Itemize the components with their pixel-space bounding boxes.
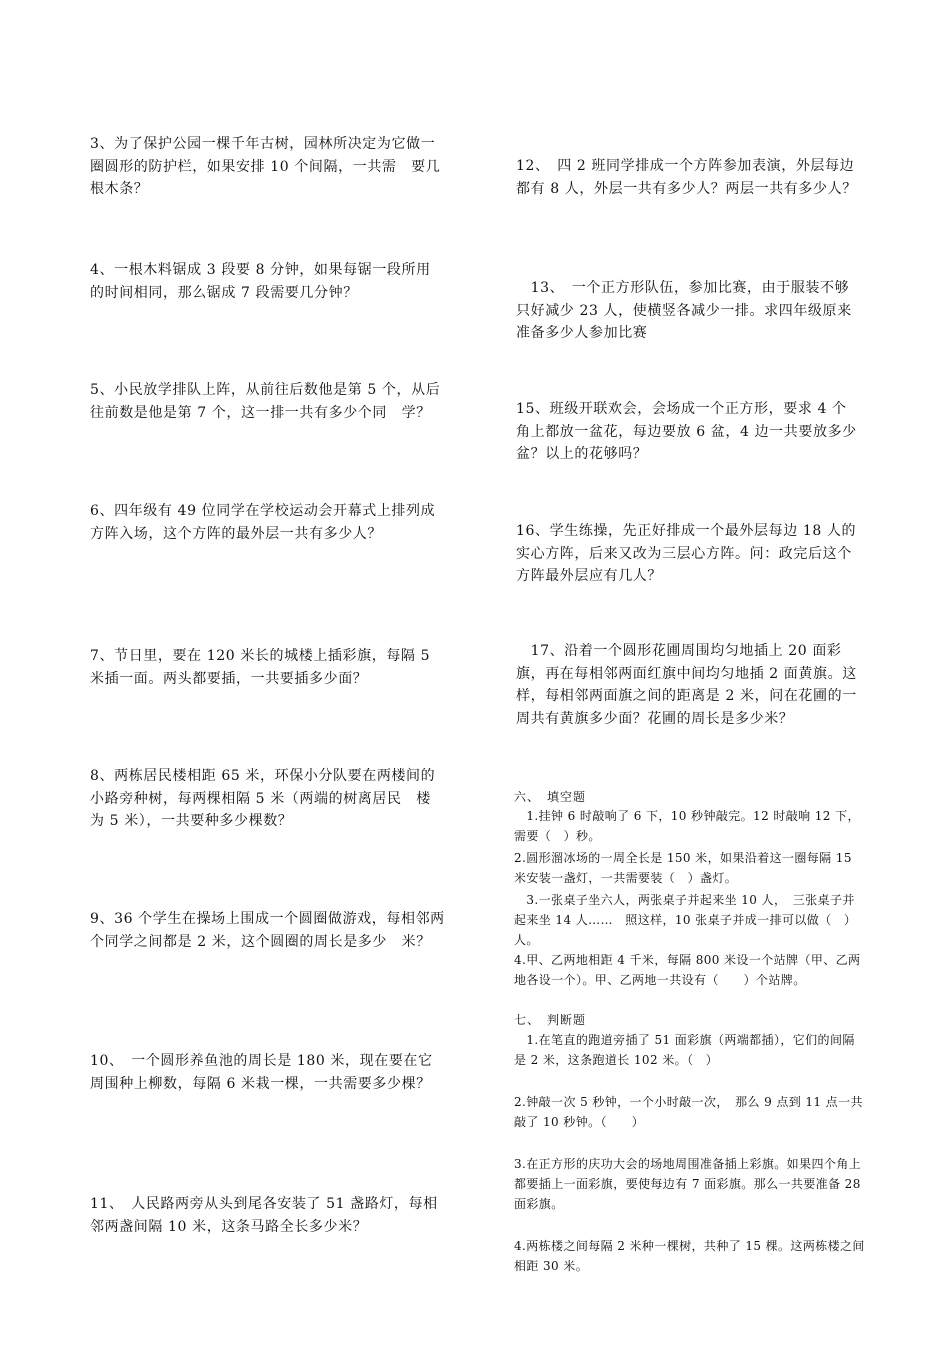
question-3: 3、为了保护公园一棵千年古树，园林所决定为它做一圈圆形的防护栏，如果安排 10 个间隔，一共需 要几根木条？ [90, 136, 441, 197]
question-16: 16、学生练操，先正好排成一个最外层每边 18 人的实心方阵，后来又改为三层心方阵。问：政完后这个方阵最外层应有几人？ [516, 523, 857, 584]
question-15: 15、班级开联欢会，会场成一个正方形，要求 4 个角上都放一盆花，每边要放 6 盆，4 边一共要放多少盆？以上的花够吗？ [516, 401, 857, 462]
fill-blank-1: 1.挂钟 6 时敲响了 6 下，10 秒钟敲完。12 时敲响 12 下，需要（ ）秒。 [514, 809, 860, 843]
question-9: 9、36 个学生在操场上围成一个圆圈做游戏，每相邻两个同学之间都是 2 米，这个圆圈的周长是多少 米？ [90, 911, 445, 950]
fill-blank-2: 2.圆形溜冰场的一周全长是 150 米，如果沿着这一圈每隔 15 米安装一盏灯，一共需要装（ ）盏灯。 [514, 851, 852, 885]
question-10: 10、 一个圆形养鱼池的周长是 180 米，现在要在它周围种上柳数，每隔 6 米栽一棵，一共需要多少棵？ [90, 1053, 433, 1092]
question-12: 12、 四 2 班同学排成一个方阵参加表演，外层每边都有 8 人，外层一共有多少人？两层一共有多少人？ [516, 158, 857, 197]
question-13: 13、 一个正方形队伍，参加比赛，由于服装不够只好减少 23 人，使横竖各减少一排。求四年级原来准备多少人参加比赛 [516, 280, 852, 341]
question-11: 11、 人民路两旁从头到尾各安装了 51 盏路灯，每相邻两盏间隔 10 米，这条马路全长多少米？ [90, 1196, 438, 1235]
section-6-heading: 六、 填空题 [514, 790, 587, 804]
question-5: 5、小民放学排队上阵，从前往后数他是第 5 个，从后往前数是他是第 7 个，这一排一共有多少个同 学？ [90, 382, 441, 421]
fill-blank-3: 3.一张桌子坐六人，两张桌子并起来坐 10 人， 三张桌子并起来坐 14 人…… 照这样，10 张桌子并成一排可以做（ ）人。 [514, 893, 857, 947]
question-8: 8、两栋居民楼相距 65 米，环保小分队要在两楼间的小路旁种树，每两棵相隔 5 米（两端的树离居民 楼为 5 米），一共要种多少棵数？ [90, 768, 436, 829]
section-7-heading: 七、 判断题 [514, 1013, 587, 1027]
question-6: 6、四年级有 49 位同学在学校运动会开幕式上排列成方阵入场，这个方阵的最外层一共有多少人？ [90, 503, 436, 542]
true-false-2: 2.钟敲一次 5 秒钟，一个小时敲一次， 那么 9 点到 11 点一共敲了 10 秒钟。（ ） [514, 1095, 863, 1129]
true-false-4: 4.两栋楼之间每隔 2 米种一棵树，共种了 15 棵。这两栋楼之间相距 30 米。 [514, 1239, 865, 1273]
true-false-3: 3.在正方形的庆功大会的场地周围准备插上彩旗。如果四个角上都要插上一面彩旗，要使每边有 7 面彩旗。那么一共要准备 28 面彩旗。 [514, 1157, 862, 1211]
question-4: 4、一根木料锯成 3 段要 8 分钟，如果每锯一段所用的时间相同，那么锯成 7 段需要几分钟？ [90, 262, 431, 301]
question-7: 7、节日里，要在 120 米长的城楼上插彩旗，每隔 5 米插一面。两头都要插，一共要插多少面？ [90, 648, 431, 687]
fill-blank-4: 4.甲、乙两地相距 4 千米，每隔 800 米设一个站牌（甲、乙两地各设一个）。甲、乙两地一共设有（ ）个站牌。 [514, 953, 861, 987]
question-17: 17、沿着一个圆形花圃周围均匀地插上 20 面彩旗，再在每相邻两面红旗中间均匀地插 2 面黄旗。这样，每相邻两面旗之间的距离是 2 米，问在花圃的一周共有黄旗多少面？花圃的周长是多少米？ [516, 643, 857, 727]
true-false-1: 1.在笔直的跑道旁插了 51 面彩旗（两端都插），它们的间隔是 2 米，这条跑道长 102 米。（ ） [514, 1033, 855, 1067]
